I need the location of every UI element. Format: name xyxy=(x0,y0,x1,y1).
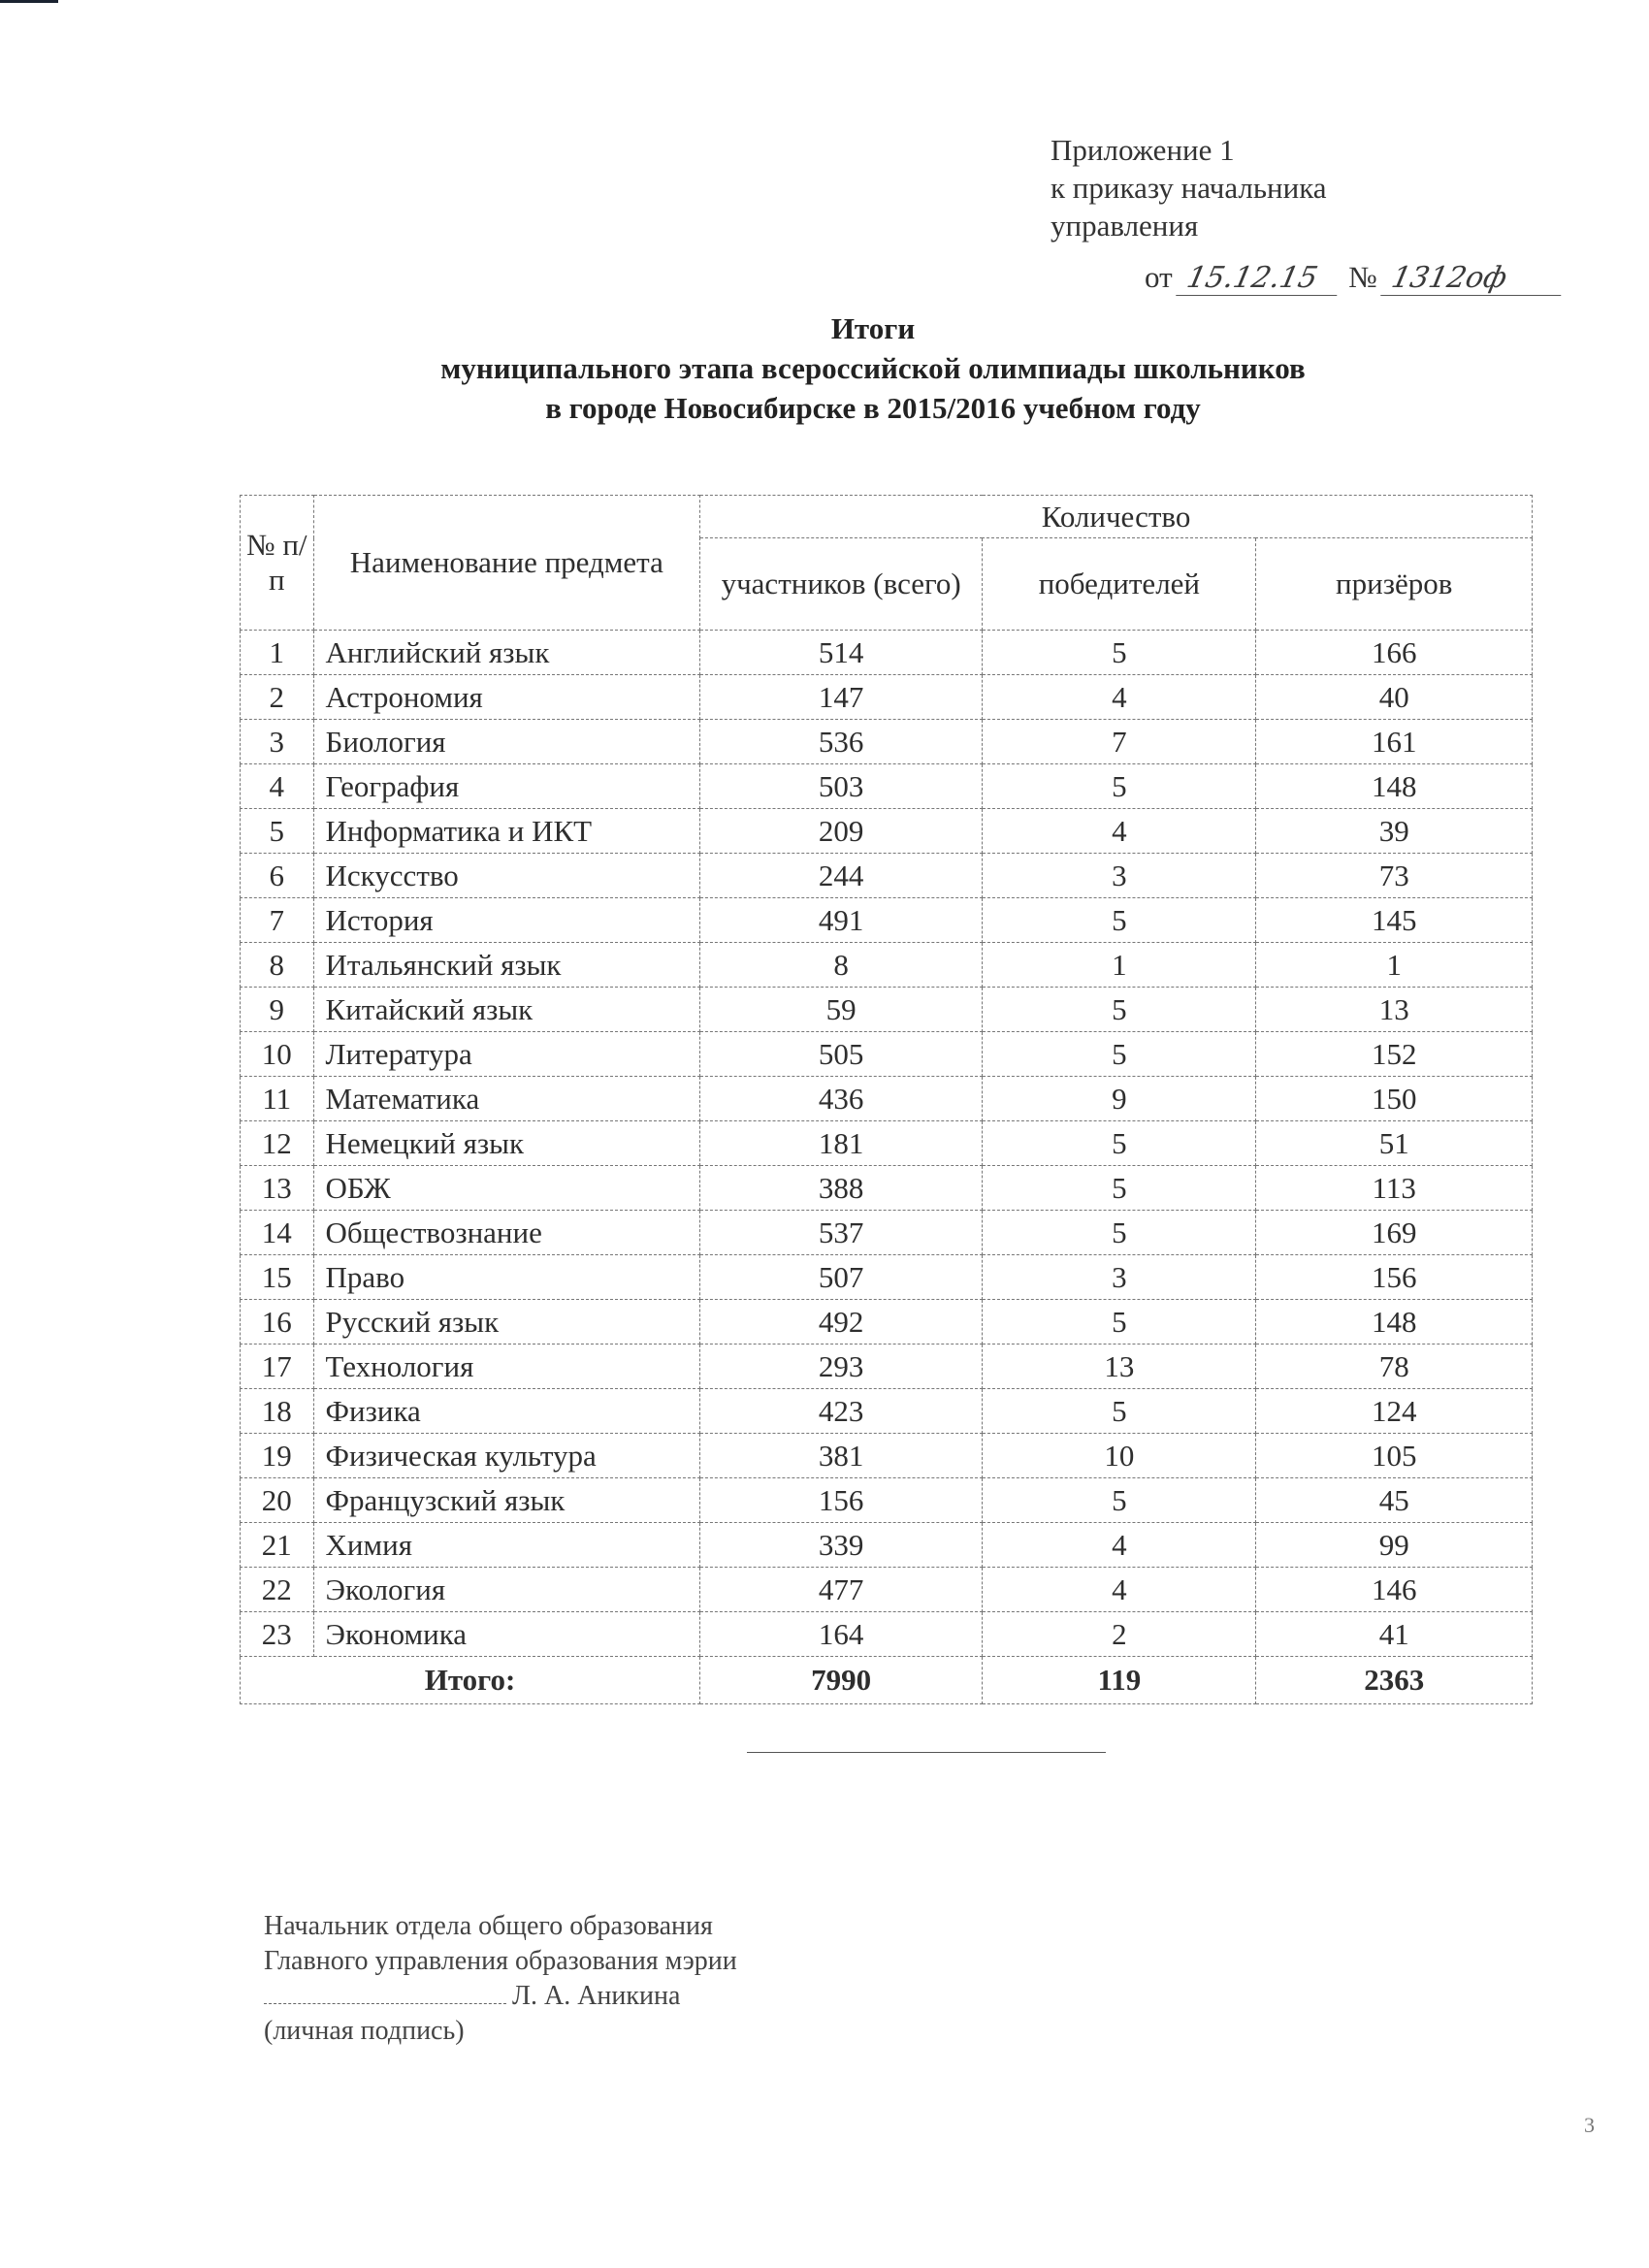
prizewinners-count: 148 xyxy=(1256,1300,1533,1345)
winners-count: 5 xyxy=(983,988,1256,1032)
participants-count: 492 xyxy=(700,1300,983,1345)
subject-name: Русский язык xyxy=(313,1300,700,1345)
prizewinners-count: 152 xyxy=(1256,1032,1533,1077)
subject-name: Астрономия xyxy=(313,675,700,720)
winners-count: 5 xyxy=(983,898,1256,943)
row-number: 5 xyxy=(241,809,314,854)
table-row xyxy=(241,720,1533,764)
signature-block xyxy=(264,1909,737,2049)
row-number: 13 xyxy=(241,1166,314,1211)
signer-name-line xyxy=(264,1979,737,2014)
winners-count: 5 xyxy=(983,1211,1256,1255)
row-number: 9 xyxy=(241,988,314,1032)
subject-name: Французский язык xyxy=(313,1478,700,1523)
participants-count: 491 xyxy=(700,898,983,943)
participants-count: 209 xyxy=(700,809,983,854)
winners-count: 13 xyxy=(983,1345,1256,1389)
winners-count: 5 xyxy=(983,631,1256,675)
participants-count: 293 xyxy=(700,1345,983,1389)
row-number: 8 xyxy=(241,943,314,988)
appendix-line: к приказу начальника xyxy=(1051,171,1327,205)
table-row xyxy=(241,898,1533,943)
subject-name: Китайский язык xyxy=(313,988,700,1032)
header-winners: победителей xyxy=(983,538,1256,631)
winners-count: 4 xyxy=(983,1523,1256,1568)
subject-name: Немецкий язык xyxy=(313,1121,700,1166)
row-number: 11 xyxy=(241,1077,314,1121)
table-row xyxy=(241,1612,1533,1657)
winners-count: 1 xyxy=(983,943,1256,988)
header-prizewinners: призёров xyxy=(1256,538,1533,631)
table-row xyxy=(241,1300,1533,1345)
prizewinners-count: 156 xyxy=(1256,1255,1533,1300)
row-number: 1 xyxy=(241,631,314,675)
results-table xyxy=(240,495,1533,1704)
prizewinners-count: 166 xyxy=(1256,631,1533,675)
header-quantity: Количество xyxy=(700,496,1533,538)
order-reference xyxy=(1145,260,1565,296)
row-number: 7 xyxy=(241,898,314,943)
row-number: 22 xyxy=(241,1568,314,1612)
participants-count: 505 xyxy=(700,1032,983,1077)
row-number: 19 xyxy=(241,1434,314,1478)
subject-name: Итальянский язык xyxy=(313,943,700,988)
row-number: 2 xyxy=(241,675,314,720)
prizewinners-count: 150 xyxy=(1256,1077,1533,1121)
row-number: 23 xyxy=(241,1612,314,1657)
participants-count: 507 xyxy=(700,1255,983,1300)
participants-count: 8 xyxy=(700,943,983,988)
winners-count: 9 xyxy=(983,1077,1256,1121)
winners-count: 5 xyxy=(983,1300,1256,1345)
total-winners: 119 xyxy=(983,1657,1256,1704)
prizewinners-count: 146 xyxy=(1256,1568,1533,1612)
participants-count: 244 xyxy=(700,854,983,898)
subject-name: Экология xyxy=(313,1568,700,1612)
subject-name: Литература xyxy=(313,1032,700,1077)
title-line: муниципального этапа всероссийской олимпиады школьников xyxy=(440,351,1306,385)
prizewinners-count: 169 xyxy=(1256,1211,1533,1255)
participants-count: 514 xyxy=(700,631,983,675)
table-row xyxy=(241,631,1533,675)
winners-count: 5 xyxy=(983,1166,1256,1211)
participants-count: 381 xyxy=(700,1434,983,1478)
row-number: 10 xyxy=(241,1032,314,1077)
row-number: 4 xyxy=(241,764,314,809)
table-row xyxy=(241,1434,1533,1478)
subject-name: Физическая культура xyxy=(313,1434,700,1478)
header-participants: участников (всего) xyxy=(700,538,983,631)
table-row xyxy=(241,1077,1533,1121)
order-number-label: № xyxy=(1348,260,1377,294)
participants-count: 537 xyxy=(700,1211,983,1255)
winners-count: 5 xyxy=(983,1121,1256,1166)
subject-name: Искусство xyxy=(313,854,700,898)
subject-name: Информатика и ИКТ xyxy=(313,809,700,854)
signer-position: Начальник отдела общего образования xyxy=(264,1911,713,1941)
order-from-label: от xyxy=(1145,260,1173,294)
table-row xyxy=(241,1568,1533,1612)
subject-name: Экономика xyxy=(313,1612,700,1657)
participants-count: 503 xyxy=(700,764,983,809)
winners-count: 5 xyxy=(983,1032,1256,1077)
scan-edge-mark xyxy=(0,0,58,3)
signature-caption: (личная подпись) xyxy=(264,2016,465,2046)
participants-count: 147 xyxy=(700,675,983,720)
table-row xyxy=(241,1523,1533,1568)
winners-count: 2 xyxy=(983,1612,1256,1657)
total-label: Итого: xyxy=(241,1657,700,1704)
participants-count: 59 xyxy=(700,988,983,1032)
table-row xyxy=(241,854,1533,898)
participants-count: 423 xyxy=(700,1389,983,1434)
row-number: 3 xyxy=(241,720,314,764)
subject-name: Математика xyxy=(313,1077,700,1121)
prizewinners-count: 105 xyxy=(1256,1434,1533,1478)
table-row xyxy=(241,1345,1533,1389)
subject-name: История xyxy=(313,898,700,943)
participants-count: 181 xyxy=(700,1121,983,1166)
row-number: 15 xyxy=(241,1255,314,1300)
title-line: Итоги xyxy=(830,311,916,345)
order-date: 15.12.15 xyxy=(1177,261,1345,296)
participants-count: 339 xyxy=(700,1523,983,1568)
row-number: 20 xyxy=(241,1478,314,1523)
winners-count: 4 xyxy=(983,809,1256,854)
table-row xyxy=(241,1121,1533,1166)
subject-name: Право xyxy=(313,1255,700,1300)
page-number: 3 xyxy=(1584,2113,1595,2137)
subject-name: Обществознание xyxy=(313,1211,700,1255)
subject-name: Технология xyxy=(313,1345,700,1389)
header-num: № п/п xyxy=(241,496,314,631)
prizewinners-count: 124 xyxy=(1256,1389,1533,1434)
table-row xyxy=(241,1032,1533,1077)
winners-count: 4 xyxy=(983,1568,1256,1612)
table-row xyxy=(241,1211,1533,1255)
winners-count: 7 xyxy=(983,720,1256,764)
row-number: 12 xyxy=(241,1121,314,1166)
subject-name: Биология xyxy=(313,720,700,764)
signer-department: Главного управления образования мэрии xyxy=(264,1946,737,1976)
winners-count: 3 xyxy=(983,854,1256,898)
row-number: 6 xyxy=(241,854,314,898)
participants-count: 156 xyxy=(700,1478,983,1523)
total-row xyxy=(241,1657,1533,1704)
row-number: 14 xyxy=(241,1211,314,1255)
table-row xyxy=(241,943,1533,988)
prizewinners-count: 40 xyxy=(1256,675,1533,720)
document-title xyxy=(242,308,1504,428)
signer-name: Л. А. Аникина xyxy=(512,1981,681,2011)
prizewinners-count: 1 xyxy=(1256,943,1533,988)
table-row xyxy=(241,1166,1533,1211)
prizewinners-count: 148 xyxy=(1256,764,1533,809)
subject-name: География xyxy=(313,764,700,809)
total-prizewinners: 2363 xyxy=(1256,1657,1533,1704)
row-number: 17 xyxy=(241,1345,314,1389)
winners-count: 4 xyxy=(983,675,1256,720)
prizewinners-count: 161 xyxy=(1256,720,1533,764)
prizewinners-count: 41 xyxy=(1256,1612,1533,1657)
prizewinners-count: 99 xyxy=(1256,1523,1533,1568)
title-line: в городе Новосибирске в 2015/2016 учебном году xyxy=(545,391,1201,425)
table-row xyxy=(241,764,1533,809)
signature-field xyxy=(264,2003,506,2004)
prizewinners-count: 78 xyxy=(1256,1345,1533,1389)
winners-count: 10 xyxy=(983,1434,1256,1478)
prizewinners-count: 145 xyxy=(1256,898,1533,943)
total-participants: 7990 xyxy=(700,1657,983,1704)
subject-name: ОБЖ xyxy=(313,1166,700,1211)
participants-count: 536 xyxy=(700,720,983,764)
row-number: 16 xyxy=(241,1300,314,1345)
table-row xyxy=(241,675,1533,720)
separator-line xyxy=(747,1752,1106,1753)
participants-count: 477 xyxy=(700,1568,983,1612)
winners-count: 5 xyxy=(983,764,1256,809)
table-row xyxy=(241,1478,1533,1523)
prizewinners-count: 51 xyxy=(1256,1121,1533,1166)
prizewinners-count: 39 xyxy=(1256,809,1533,854)
winners-count: 3 xyxy=(983,1255,1256,1300)
winners-count: 5 xyxy=(983,1389,1256,1434)
prizewinners-count: 113 xyxy=(1256,1166,1533,1211)
prizewinners-count: 45 xyxy=(1256,1478,1533,1523)
winners-count: 5 xyxy=(983,1478,1256,1523)
prizewinners-count: 13 xyxy=(1256,988,1533,1032)
table-row xyxy=(241,1255,1533,1300)
table-row xyxy=(241,809,1533,854)
subject-name: Английский язык xyxy=(313,631,700,675)
appendix-block xyxy=(1051,131,1327,244)
row-number: 18 xyxy=(241,1389,314,1434)
order-number: 1312оф xyxy=(1381,261,1569,296)
row-number: 21 xyxy=(241,1523,314,1568)
appendix-line: управления xyxy=(1051,209,1199,243)
subject-name: Физика xyxy=(313,1389,700,1434)
participants-count: 164 xyxy=(700,1612,983,1657)
appendix-line: Приложение 1 xyxy=(1051,133,1235,167)
participants-count: 436 xyxy=(700,1077,983,1121)
participants-count: 388 xyxy=(700,1166,983,1211)
header-subject: Наименование предмета xyxy=(313,496,700,631)
subject-name: Химия xyxy=(313,1523,700,1568)
table-row xyxy=(241,1389,1533,1434)
prizewinners-count: 73 xyxy=(1256,854,1533,898)
table-body xyxy=(241,631,1533,1657)
table-row xyxy=(241,988,1533,1032)
